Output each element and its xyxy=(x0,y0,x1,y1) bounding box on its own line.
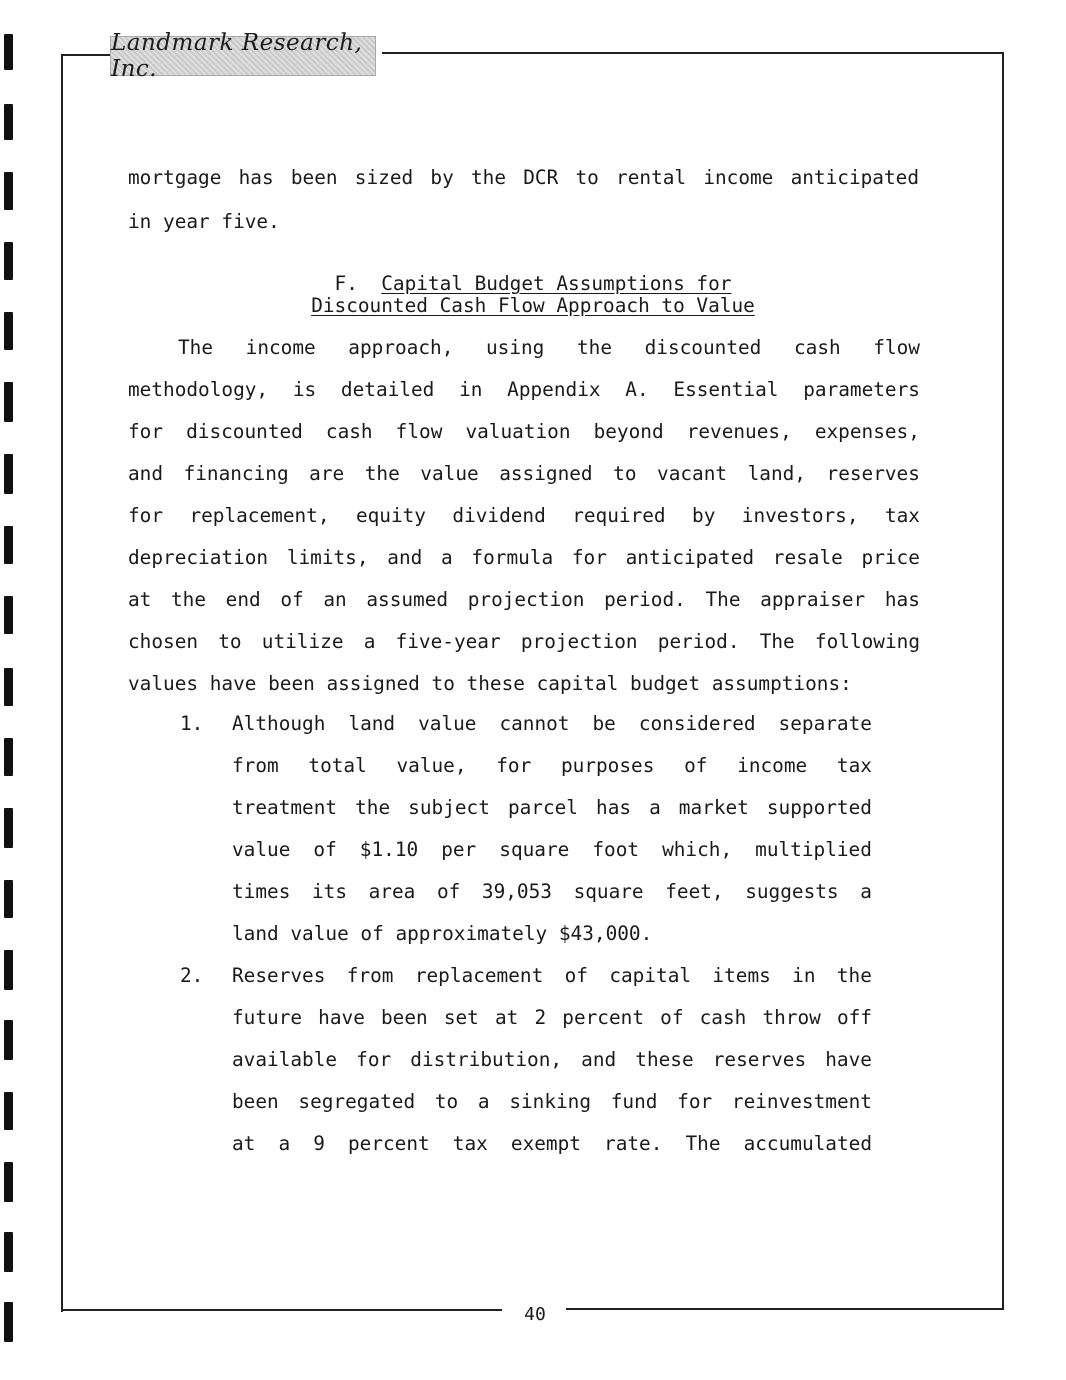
intro-line: mortgage has been sized by the DCR to rental income anticipated xyxy=(128,166,919,189)
binding-mark xyxy=(4,172,13,210)
section-heading-line-1 xyxy=(0,272,1066,296)
binding-mark xyxy=(4,880,13,918)
list-item-line: value of $1.10 per square foot which, multiplied xyxy=(232,838,872,861)
company-logo-text: Landmark Research, Inc. xyxy=(111,30,363,82)
list-item-line: land value of approximately $43,000. xyxy=(232,922,653,945)
list-item-line: from total value, for purposes of income tax xyxy=(232,754,872,777)
page-number: 40 xyxy=(524,1304,546,1325)
paragraph-line: methodology, is detailed in Appendix A. Essential parameters xyxy=(128,378,920,401)
binding-mark xyxy=(4,1302,13,1342)
frame-bottom-right xyxy=(566,1308,1004,1310)
binding-mark xyxy=(4,104,13,140)
paragraph-line: values have been assigned to these capital budget assumptions: xyxy=(128,672,852,695)
list-item-number: 1. xyxy=(180,712,204,735)
frame-top-left xyxy=(62,54,110,56)
paragraph-line: for replacement, equity dividend required by investors, tax xyxy=(128,504,920,527)
list-item-line: available for distribution, and these reserves have xyxy=(232,1048,872,1071)
binding-mark xyxy=(4,668,13,706)
paragraph-line: depreciation limits, and a formula for anticipated resale price xyxy=(128,546,920,569)
list-item-number: 2. xyxy=(180,964,204,987)
frame-left xyxy=(61,54,63,1312)
frame-right xyxy=(1002,52,1004,1310)
frame-bottom-left xyxy=(62,1309,502,1311)
list-item-line: treatment the subject parcel has a market supported xyxy=(232,796,872,819)
list-item-line: Although land value cannot be considered separate xyxy=(232,712,872,735)
paragraph-line: for discounted cash flow valuation beyond revenues, expenses, xyxy=(128,420,920,443)
list-item-line: been segregated to a sinking fund for reinvestment xyxy=(232,1090,872,1113)
section-title-1: Capital Budget Assumptions for xyxy=(381,272,732,295)
binding-mark xyxy=(4,1020,13,1060)
binding-mark xyxy=(4,596,13,634)
list-item-line: future have been set at 2 percent of cash throw off xyxy=(232,1006,872,1029)
paragraph-line: The income approach, using the discounted cash flow xyxy=(178,336,920,359)
binding-mark xyxy=(4,1162,13,1202)
binding-mark xyxy=(4,1092,13,1130)
binding-mark xyxy=(4,526,13,564)
paragraph-line: at the end of an assumed projection period. The appraiser has xyxy=(128,588,920,611)
list-item-line: at a 9 percent tax exempt rate. The accumulated xyxy=(232,1132,872,1155)
section-letter: F. xyxy=(334,272,358,295)
binding-mark xyxy=(4,738,13,776)
binding-mark xyxy=(4,950,13,990)
section-heading-line-2 xyxy=(0,294,1066,318)
list-item-line: Reserves from replacement of capital items in the xyxy=(232,964,872,987)
binding-mark xyxy=(4,454,13,494)
paragraph-line: and financing are the value assigned to vacant land, reserves xyxy=(128,462,920,485)
section-title-2: Discounted Cash Flow Approach to Value xyxy=(311,294,755,317)
binding-mark xyxy=(4,1232,13,1272)
binding-mark xyxy=(4,34,13,70)
company-logo xyxy=(110,30,376,82)
intro-line: in year five. xyxy=(128,210,280,233)
binding-mark xyxy=(4,382,13,422)
frame-top-right xyxy=(382,52,1004,54)
paragraph-line: chosen to utilize a five-year projection period. The following xyxy=(128,630,920,653)
binding-mark xyxy=(4,808,13,848)
list-item-line: times its area of 39,053 square feet, suggests a xyxy=(232,880,872,903)
